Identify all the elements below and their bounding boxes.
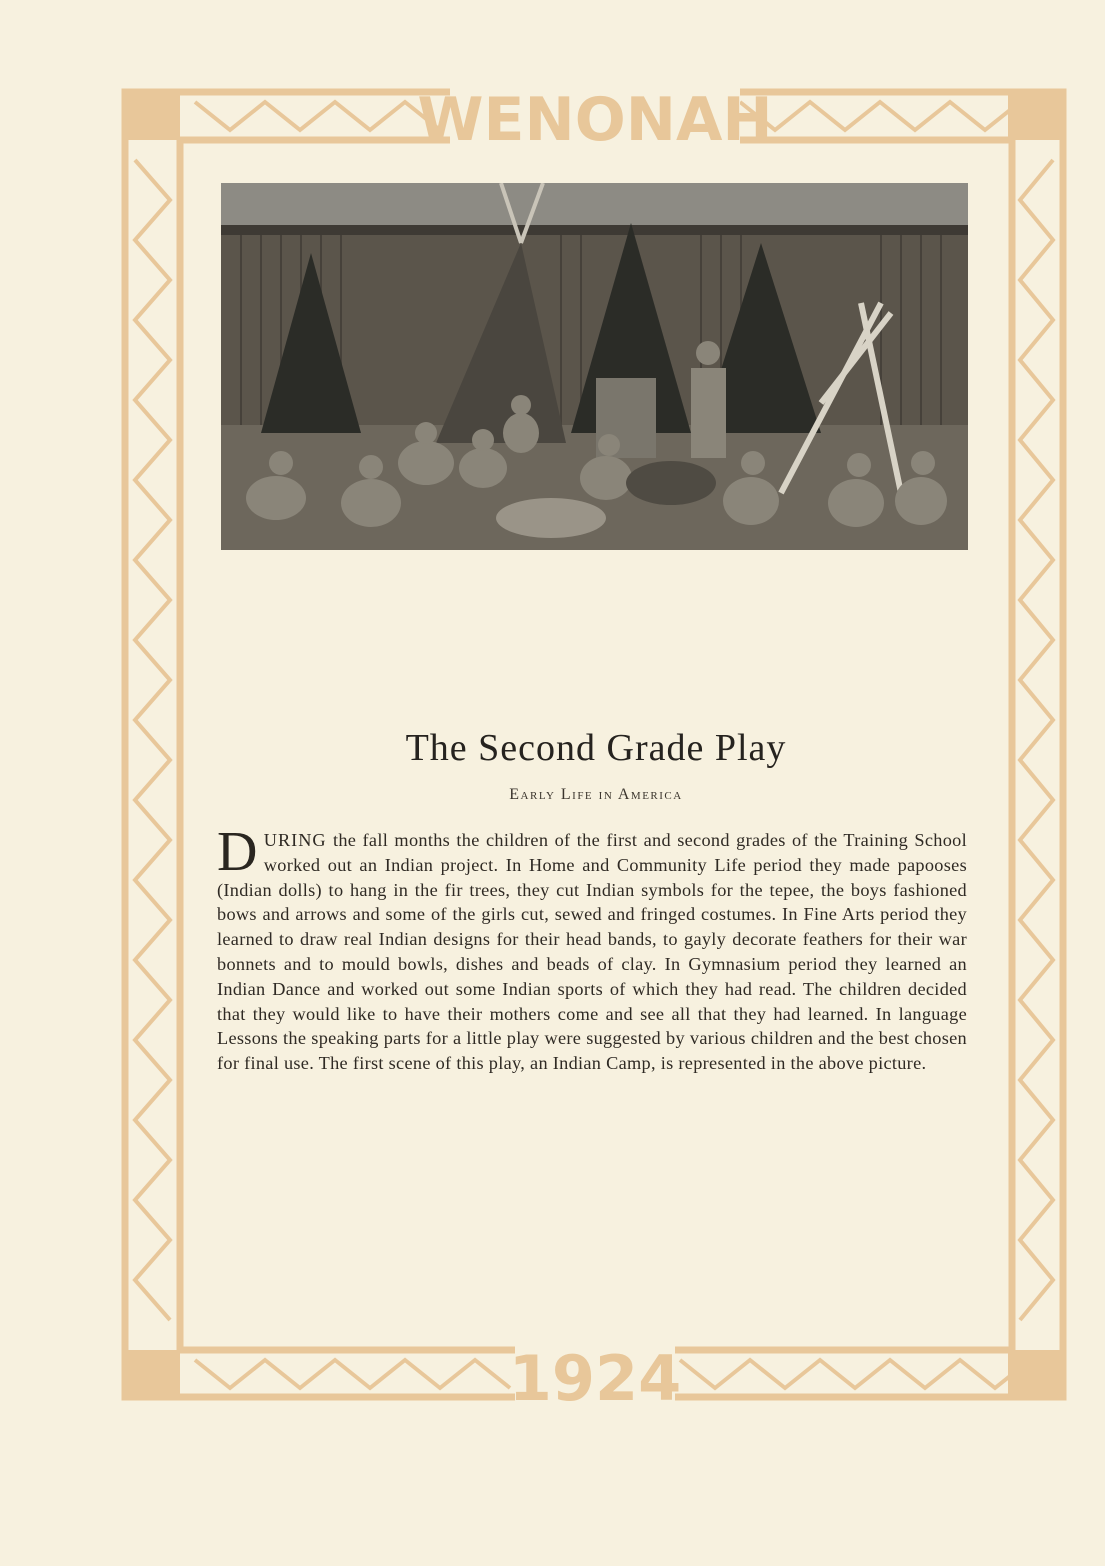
drop-cap: D [217,821,258,883]
article-paragraph: the fall months the children of the first and second grades of the Training School worked out an Indian project. In Home and Community Life period they made papooses (Indian dolls) to hang in the fir trees, they cut Indian symbols for the tepee, the boys fashioned bows and arrows and some of the girls cut, sewed and fringed costumes. In Fine Arts period they learned to draw real Indian designs for their head bands, to gayly decorate feathers for their war bonnets and to mould bowls, dishes and beads of clay. In Gymnasium period they learned an Indian Dance and worked out some Indian sports of which they had read. The children decided that they would like to have their mothers come and see all that they had learned. In language Lessons the speaking parts for a little play were suggested by various children and the best chosen for final use. The first scene of this play, an Indian Camp, is represented in the above picture. [217,830,967,1074]
article-subtitle: Early Life in America [509,786,683,803]
lead-word: URING [263,830,327,850]
article-title: The Second Grade Play [405,727,787,769]
article-body [217,821,967,1076]
year-1924-logo-text: 1924 [508,1342,682,1415]
wenonah-logo-text: WENONAH [417,85,773,155]
second-grade-play-photo [221,183,968,550]
